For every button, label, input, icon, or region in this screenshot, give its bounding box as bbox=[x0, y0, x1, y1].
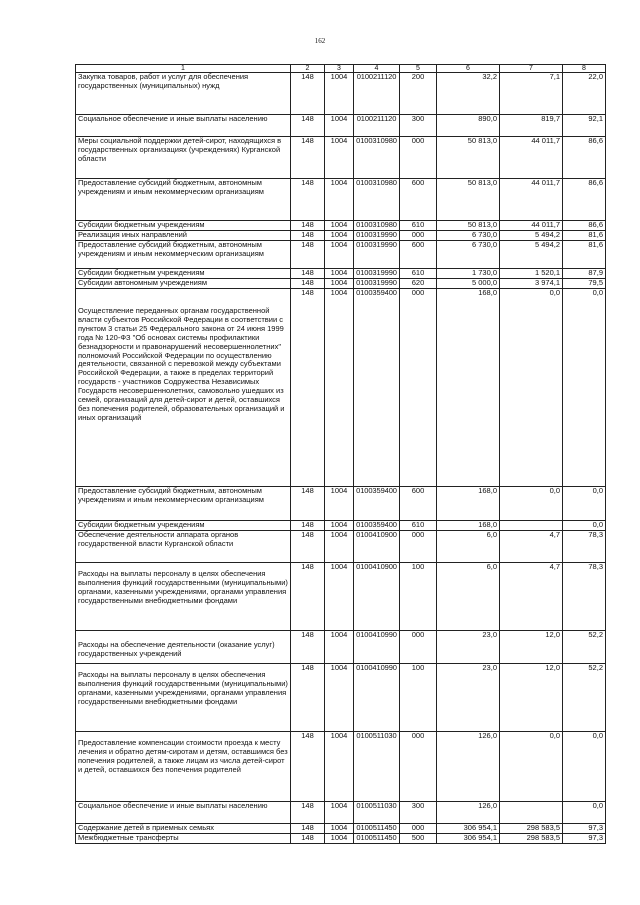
row-target-article: 0100319990 bbox=[354, 241, 400, 269]
row-name: Закупка товаров, работ и услуг для обеспечения государственных (муниципальных) нужд bbox=[76, 73, 291, 115]
row-value-percent: 0,0 bbox=[563, 521, 606, 531]
row-grbs-code: 148 bbox=[291, 221, 325, 231]
row-value-plan: 126,0 bbox=[437, 732, 500, 802]
row-value-plan: 50 813,0 bbox=[437, 179, 500, 221]
row-value-actual: 298 583,5 bbox=[500, 834, 563, 844]
row-section-code: 1004 bbox=[325, 732, 354, 802]
row-grbs-code: 148 bbox=[291, 115, 325, 137]
row-value-percent: 81,6 bbox=[563, 231, 606, 241]
table-row bbox=[76, 664, 606, 732]
row-name: Реализация иных направлений bbox=[76, 231, 291, 241]
row-value-percent: 52,2 bbox=[563, 631, 606, 664]
row-section-code: 1004 bbox=[325, 834, 354, 844]
row-value-plan: 168,0 bbox=[437, 487, 500, 521]
row-grbs-code: 148 bbox=[291, 664, 325, 732]
row-value-percent: 97,3 bbox=[563, 824, 606, 834]
row-value-percent: 86,6 bbox=[563, 221, 606, 231]
row-expense-type: 300 bbox=[400, 115, 437, 137]
row-section-code: 1004 bbox=[325, 221, 354, 231]
row-section-code: 1004 bbox=[325, 179, 354, 221]
table-row bbox=[76, 732, 606, 802]
row-value-percent: 79,5 bbox=[563, 279, 606, 289]
table-row bbox=[76, 289, 606, 487]
row-expense-type: 600 bbox=[400, 179, 437, 221]
row-name: Предоставление субсидий бюджетным, автономным учреждениям и иным некоммерческим организациям bbox=[76, 241, 291, 269]
row-section-code: 1004 bbox=[325, 73, 354, 115]
table-row bbox=[76, 231, 606, 241]
row-value-actual: 0,0 bbox=[500, 732, 563, 802]
row-section-code: 1004 bbox=[325, 269, 354, 279]
row-name: Расходы на выплаты персоналу в целях обеспечения выполнения функций государственными (муниципальными) органами, казенными учреждениями, органами управления государственными внебюджетными фондами bbox=[76, 664, 291, 732]
row-value-actual: 7,1 bbox=[500, 73, 563, 115]
row-name: Социальное обеспечение и иные выплаты населению bbox=[76, 802, 291, 824]
column-number: 6 bbox=[437, 65, 500, 73]
row-expense-type: 600 bbox=[400, 487, 437, 521]
row-value-actual bbox=[500, 521, 563, 531]
row-grbs-code: 148 bbox=[291, 563, 325, 631]
row-value-actual: 44 011,7 bbox=[500, 137, 563, 179]
column-number: 1 bbox=[76, 65, 291, 73]
row-grbs-code: 148 bbox=[291, 241, 325, 269]
row-target-article: 0100359400 bbox=[354, 487, 400, 521]
row-expense-type: 000 bbox=[400, 137, 437, 179]
row-name: Меры социальной поддержки детей-сирот, находящихся в государственных организациях (учреждениях) Курганской области bbox=[76, 137, 291, 179]
row-grbs-code: 148 bbox=[291, 631, 325, 664]
row-name: Содержание детей в приемных семьях bbox=[76, 824, 291, 834]
table-row bbox=[76, 631, 606, 664]
row-target-article: 0100511030 bbox=[354, 732, 400, 802]
column-number: 2 bbox=[291, 65, 325, 73]
row-value-plan: 23,0 bbox=[437, 664, 500, 732]
row-target-article: 0100310980 bbox=[354, 179, 400, 221]
row-value-actual: 44 011,7 bbox=[500, 221, 563, 231]
row-name: Субсидии автономным учреждениям bbox=[76, 279, 291, 289]
column-number: 7 bbox=[500, 65, 563, 73]
column-number-row bbox=[76, 65, 606, 73]
row-value-actual: 4,7 bbox=[500, 563, 563, 631]
row-expense-type: 100 bbox=[400, 664, 437, 732]
row-target-article: 0100410900 bbox=[354, 563, 400, 631]
table-row bbox=[76, 73, 606, 115]
row-target-article: 0100319990 bbox=[354, 279, 400, 289]
table-row bbox=[76, 137, 606, 179]
row-target-article: 0100410990 bbox=[354, 631, 400, 664]
table-row bbox=[76, 802, 606, 824]
row-value-plan: 6 730,0 bbox=[437, 231, 500, 241]
row-value-actual: 0,0 bbox=[500, 487, 563, 521]
row-grbs-code: 148 bbox=[291, 179, 325, 221]
row-section-code: 1004 bbox=[325, 137, 354, 179]
row-value-plan: 168,0 bbox=[437, 521, 500, 531]
row-value-actual: 5 494,2 bbox=[500, 231, 563, 241]
row-target-article: 0100211120 bbox=[354, 73, 400, 115]
row-section-code: 1004 bbox=[325, 487, 354, 521]
row-expense-type: 620 bbox=[400, 279, 437, 289]
row-value-percent: 0,0 bbox=[563, 487, 606, 521]
row-grbs-code: 148 bbox=[291, 487, 325, 521]
row-target-article: 0100511450 bbox=[354, 834, 400, 844]
row-value-actual: 12,0 bbox=[500, 631, 563, 664]
row-value-percent: 92,1 bbox=[563, 115, 606, 137]
row-section-code: 1004 bbox=[325, 531, 354, 563]
row-target-article: 0100310980 bbox=[354, 137, 400, 179]
row-value-plan: 890,0 bbox=[437, 115, 500, 137]
row-section-code: 1004 bbox=[325, 664, 354, 732]
row-target-article: 0100359400 bbox=[354, 521, 400, 531]
row-grbs-code: 148 bbox=[291, 269, 325, 279]
row-target-article: 0100410900 bbox=[354, 531, 400, 563]
row-value-plan: 168,0 bbox=[437, 289, 500, 487]
row-expense-type: 000 bbox=[400, 631, 437, 664]
row-value-percent: 22,0 bbox=[563, 73, 606, 115]
row-grbs-code: 148 bbox=[291, 279, 325, 289]
row-value-plan: 5 000,0 bbox=[437, 279, 500, 289]
row-name: Осуществление переданных органам государственной власти субъектов Российской Федерации в соответствии с пунктом 3 статьи 25 Федерального закона от 24 июня 1999 года № 120-ФЗ "Об основах системы профилактики безнадзорности и правонарушений несовершеннолетних" полномочий Российской Федерации по осуществлению деятельности, связанной с перевозкой между субъектами Российской Федерации, а также в пределах территорий государств - участников Содружества Независимых Государств несовершеннолетних, самовольно ушедших из семей, организаций для детей-сирот и детей, оставшихся без попечения родителей, образовательных организаций и иных организаций bbox=[76, 289, 291, 487]
row-target-article: 0100319990 bbox=[354, 269, 400, 279]
row-name: Расходы на обеспечение деятельности (оказание услуг) государственных учреждений bbox=[76, 631, 291, 664]
row-value-plan: 50 813,0 bbox=[437, 221, 500, 231]
row-value-actual: 0,0 bbox=[500, 289, 563, 487]
row-expense-type: 600 bbox=[400, 241, 437, 269]
table-row bbox=[76, 563, 606, 631]
row-grbs-code: 148 bbox=[291, 834, 325, 844]
table-row bbox=[76, 824, 606, 834]
row-section-code: 1004 bbox=[325, 289, 354, 487]
row-value-plan: 306 954,1 bbox=[437, 834, 500, 844]
row-expense-type: 200 bbox=[400, 73, 437, 115]
page-number: 162 bbox=[314, 37, 326, 45]
row-expense-type: 000 bbox=[400, 531, 437, 563]
table-body bbox=[76, 65, 606, 844]
row-section-code: 1004 bbox=[325, 115, 354, 137]
row-target-article: 0100511030 bbox=[354, 802, 400, 824]
row-value-percent: 97,3 bbox=[563, 834, 606, 844]
row-value-percent: 0,0 bbox=[563, 289, 606, 487]
row-value-plan: 23,0 bbox=[437, 631, 500, 664]
row-expense-type: 000 bbox=[400, 824, 437, 834]
row-value-actual: 819,7 bbox=[500, 115, 563, 137]
row-value-plan: 1 730,0 bbox=[437, 269, 500, 279]
row-expense-type: 610 bbox=[400, 521, 437, 531]
table-row bbox=[76, 115, 606, 137]
row-grbs-code: 148 bbox=[291, 732, 325, 802]
row-expense-type: 000 bbox=[400, 289, 437, 487]
table-row bbox=[76, 279, 606, 289]
row-grbs-code: 148 bbox=[291, 802, 325, 824]
row-target-article: 0100410990 bbox=[354, 664, 400, 732]
row-value-percent: 81,6 bbox=[563, 241, 606, 269]
row-expense-type: 100 bbox=[400, 563, 437, 631]
budget-table bbox=[75, 64, 606, 844]
row-expense-type: 000 bbox=[400, 732, 437, 802]
row-section-code: 1004 bbox=[325, 802, 354, 824]
row-value-actual: 5 494,2 bbox=[500, 241, 563, 269]
row-section-code: 1004 bbox=[325, 521, 354, 531]
row-value-percent: 86,6 bbox=[563, 137, 606, 179]
row-value-percent: 0,0 bbox=[563, 732, 606, 802]
row-value-plan: 6,0 bbox=[437, 531, 500, 563]
row-value-percent: 78,3 bbox=[563, 531, 606, 563]
row-value-plan: 6 730,0 bbox=[437, 241, 500, 269]
row-target-article: 0100319990 bbox=[354, 231, 400, 241]
column-number: 4 bbox=[354, 65, 400, 73]
row-value-plan: 50 813,0 bbox=[437, 137, 500, 179]
table-row bbox=[76, 521, 606, 531]
row-name: Социальное обеспечение и иные выплаты населению bbox=[76, 115, 291, 137]
row-value-actual bbox=[500, 802, 563, 824]
row-value-plan: 6,0 bbox=[437, 563, 500, 631]
row-section-code: 1004 bbox=[325, 824, 354, 834]
column-number: 8 bbox=[563, 65, 606, 73]
row-section-code: 1004 bbox=[325, 631, 354, 664]
row-grbs-code: 148 bbox=[291, 231, 325, 241]
row-value-plan: 126,0 bbox=[437, 802, 500, 824]
row-value-actual: 4,7 bbox=[500, 531, 563, 563]
row-name: Межбюджетные трансферты bbox=[76, 834, 291, 844]
row-value-percent: 87,9 bbox=[563, 269, 606, 279]
row-target-article: 0100310980 bbox=[354, 221, 400, 231]
row-value-percent: 52,2 bbox=[563, 664, 606, 732]
row-name: Предоставление субсидий бюджетным, автономным учреждениям и иным некоммерческим организациям bbox=[76, 487, 291, 521]
row-name: Предоставление субсидий бюджетным, автономным учреждениям и иным некоммерческим организациям bbox=[76, 179, 291, 221]
column-number: 3 bbox=[325, 65, 354, 73]
row-value-actual: 44 011,7 bbox=[500, 179, 563, 221]
row-grbs-code: 148 bbox=[291, 137, 325, 179]
table-row bbox=[76, 221, 606, 231]
row-value-plan: 306 954,1 bbox=[437, 824, 500, 834]
row-value-percent: 78,3 bbox=[563, 563, 606, 631]
row-section-code: 1004 bbox=[325, 231, 354, 241]
row-section-code: 1004 bbox=[325, 241, 354, 269]
row-value-actual: 1 520,1 bbox=[500, 269, 563, 279]
row-section-code: 1004 bbox=[325, 279, 354, 289]
row-expense-type: 300 bbox=[400, 802, 437, 824]
row-expense-type: 610 bbox=[400, 269, 437, 279]
table-row bbox=[76, 269, 606, 279]
row-name: Предоставление компенсации стоимости проезда к месту лечения и обратно детям-сиротам и детям, оставшимся без попечения родителей, а также лицам из числа детей-сирот и детей, оставшихся без попечения родителей bbox=[76, 732, 291, 802]
row-target-article: 0100511450 bbox=[354, 824, 400, 834]
column-number: 5 bbox=[400, 65, 437, 73]
table-row bbox=[76, 179, 606, 221]
row-expense-type: 500 bbox=[400, 834, 437, 844]
row-value-percent: 86,6 bbox=[563, 179, 606, 221]
row-name: Субсидии бюджетным учреждениям bbox=[76, 521, 291, 531]
row-grbs-code: 148 bbox=[291, 73, 325, 115]
row-target-article: 0100359400 bbox=[354, 289, 400, 487]
row-value-actual: 3 974,1 bbox=[500, 279, 563, 289]
row-name: Субсидии бюджетным учреждениям bbox=[76, 221, 291, 231]
row-expense-type: 000 bbox=[400, 231, 437, 241]
row-target-article: 0100211120 bbox=[354, 115, 400, 137]
row-grbs-code: 148 bbox=[291, 531, 325, 563]
table-row bbox=[76, 531, 606, 563]
row-grbs-code: 148 bbox=[291, 289, 325, 487]
row-value-actual: 12,0 bbox=[500, 664, 563, 732]
row-value-plan: 32,2 bbox=[437, 73, 500, 115]
row-name: Расходы на выплаты персоналу в целях обеспечения выполнения функций государственными (муниципальными) органами, казенными учреждениями, органами управления государственными внебюджетными фондами bbox=[76, 563, 291, 631]
row-grbs-code: 148 bbox=[291, 824, 325, 834]
row-name: Обеспечение деятельности аппарата органов государственной власти Курганской области bbox=[76, 531, 291, 563]
table-row bbox=[76, 834, 606, 844]
table-row bbox=[76, 487, 606, 521]
row-section-code: 1004 bbox=[325, 563, 354, 631]
row-name: Субсидии бюджетным учреждениям bbox=[76, 269, 291, 279]
row-grbs-code: 148 bbox=[291, 521, 325, 531]
row-value-percent: 0,0 bbox=[563, 802, 606, 824]
table-row bbox=[76, 241, 606, 269]
row-value-actual: 298 583,5 bbox=[500, 824, 563, 834]
row-expense-type: 610 bbox=[400, 221, 437, 231]
